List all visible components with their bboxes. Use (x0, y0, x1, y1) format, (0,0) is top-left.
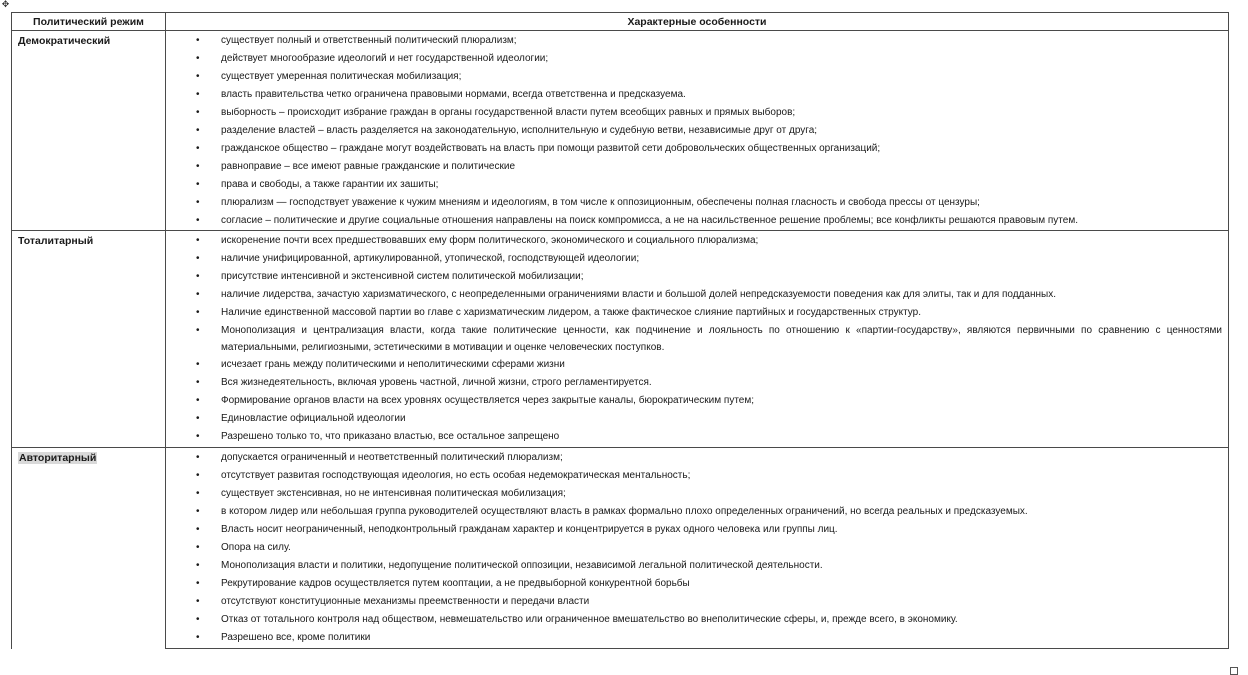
regime-cell (12, 448, 166, 649)
feature-text: искоренение почти всех предшествовавших ему форм политического, экономического и социального плюрализма; (221, 235, 759, 246)
bullet-icon: • (196, 143, 200, 154)
feature-text: Наличие единственной массовой партии во главе с харизматическим лидером, а также фактическое слияние партийных и государственных структур. (221, 307, 922, 318)
list-item (166, 304, 1228, 322)
list-item (166, 611, 1228, 629)
feature-text: Вся жизнедеятельность, включая уровень частной, личной жизни, строго регламентируется. (221, 377, 652, 388)
bullet-icon: • (196, 377, 200, 388)
list-item (166, 557, 1228, 575)
list-item (166, 356, 1228, 374)
list-item (166, 268, 1228, 286)
feature-text: разделение властей – власть разделяется на законодательную, исполнительную и судебную ветви, независимые друг от друга; (221, 125, 818, 136)
table-header-row (12, 13, 1229, 31)
list-item (166, 410, 1228, 428)
feature-text: Разрешено все, кроме политики (221, 632, 371, 643)
bullet-icon: • (196, 289, 200, 300)
list-item (166, 467, 1228, 485)
feature-text: наличие унифицированной, артикулированной, утопической, господствующей идеологии; (221, 253, 640, 264)
regime-cell (12, 31, 166, 231)
feature-text: наличие лидерства, зачастую харизматического, с неопределенными ограничениями власти и большой долей непредсказуемости поведения как для элиты, так и для подданных. (221, 289, 1056, 300)
feature-text: равноправие – все имеют равные гражданские и политические (221, 161, 516, 172)
regime-cell (12, 231, 166, 448)
bullet-icon: • (196, 506, 200, 517)
table-row-totalitarian (12, 231, 1229, 448)
feature-text: Власть носит неограниченный, неподконтрольный гражданам характер и концентрируется в руках одного человека или группы лиц. (221, 524, 838, 535)
features-cell (166, 31, 1229, 231)
list-item (166, 286, 1228, 304)
feature-text: выборность – происходит избрание граждан в органы государственной власти путем всеобщих равных и прямых выборов; (221, 107, 796, 118)
feature-text: Отказ от тотального контроля над обществом, невмешательство или ограниченное вмешательство во внеполитические сферы, и, прежде всего, в экономику. (221, 614, 958, 625)
feature-text: Рекрутирование кадров осуществляется путем кооптации, а не предвыборной конкурентной борьбы (221, 578, 690, 589)
feature-text: отсутствуют конституционные механизмы преемственности и передачи власти (221, 596, 590, 607)
feature-text: плюрализм — господствует уважение к чужим мнениям и идеологиям, в том числе к оппозиционным, обеспечены полная гласность и свобода прессы от цензуры; (221, 197, 980, 208)
feature-text: допускается ограниченный и неответственный политический плюрализм; (221, 452, 563, 463)
bullet-icon: • (196, 560, 200, 571)
bullet-icon: • (196, 632, 200, 643)
feature-text: исчезает грань между политическими и неполитическими сферами жизни (221, 359, 565, 370)
feature-text: Единовластие официальной идеологии (221, 413, 406, 424)
feature-text: существует экстенсивная, но не интенсивная политическая мобилизация; (221, 488, 566, 499)
features-cell (166, 231, 1229, 448)
list-item (166, 158, 1228, 176)
bullet-icon: • (196, 413, 200, 424)
bullet-icon: • (196, 542, 200, 553)
bullet-icon: • (196, 161, 200, 172)
list-item (166, 503, 1228, 521)
header-features: Характерные особенности (166, 13, 1229, 31)
feature-text: существует умеренная политическая мобилизация; (221, 71, 462, 82)
list-item (166, 449, 1228, 467)
features-list-democratic (166, 31, 1228, 230)
bullet-icon: • (196, 307, 200, 318)
list-item (166, 250, 1228, 268)
list-item (166, 86, 1228, 104)
feature-text: действует многообразие идеологий и нет государственной идеологии; (221, 53, 549, 64)
bullet-icon: • (196, 235, 200, 246)
table-row-authoritarian (12, 448, 1229, 649)
list-item (166, 32, 1228, 50)
feature-text: Разрешено только то, что приказано властью, все остальное запрещено (221, 431, 560, 442)
list-item (166, 539, 1228, 557)
feature-text: Монополизация власти и политики, недопущение политической оппозиции, независимой легальной политической деятельности. (221, 560, 823, 571)
list-item (166, 575, 1228, 593)
list-item (166, 521, 1228, 539)
features-list-totalitarian (166, 231, 1228, 447)
list-item (166, 50, 1228, 68)
feature-text: права и свободы, а также гарантии их зашиты; (221, 179, 439, 190)
regime-name-democratic: Демократический (18, 35, 111, 47)
list-item (166, 232, 1228, 250)
list-item (166, 322, 1228, 356)
bullet-icon: • (196, 395, 200, 406)
header-regime: Политический режим (12, 13, 166, 31)
feature-text: в котором лидер или небольшая группа руководителей осуществляют власть в рамках формально плохо определенных ограничений, но всегда реальных и предсказуемых. (221, 506, 1028, 517)
feature-text: Опора на силу. (221, 542, 291, 553)
feature-text: согласие – политические и другие социальные отношения направлены на поиск компромисса, а не на насильственное решение проблемы; все конфликты решаются правовым путем. (221, 215, 1078, 226)
political-regimes-table (11, 12, 1229, 649)
list-item (166, 374, 1228, 392)
bullet-icon: • (196, 53, 200, 64)
bullet-icon: • (196, 197, 200, 208)
bullet-icon: • (196, 179, 200, 190)
feature-text: присутствие интенсивной и экстенсивной систем политической мобилизации; (221, 271, 584, 282)
bullet-icon: • (196, 596, 200, 607)
table-move-handle-icon[interactable]: ✥ (1, 0, 10, 9)
feature-text: отсутствует развитая господствующая идеология, но есть особая недемократическая ментальность; (221, 470, 691, 481)
bullet-icon: • (196, 488, 200, 499)
feature-text: Монополизация и централизация власти, когда такие политические ценности, как подчинение и лояльность по отношению к «партии-государству», являются первичными по сравнению с ценностями материальными, религиозными, эстетическими в мотивации и оценке человеческих поступков. (221, 325, 1222, 353)
bullet-icon: • (196, 215, 200, 226)
bullet-icon: • (196, 431, 200, 442)
list-item (166, 485, 1228, 503)
list-item (166, 428, 1228, 446)
bullet-icon: • (196, 524, 200, 535)
bullet-icon: • (196, 35, 200, 46)
bullet-icon: • (196, 614, 200, 625)
bullet-icon: • (196, 71, 200, 82)
bullet-icon: • (196, 325, 200, 336)
list-item (166, 104, 1228, 122)
list-item (166, 176, 1228, 194)
bullet-icon: • (196, 253, 200, 264)
highlighted-regime-label: Авторитарный (19, 452, 97, 464)
regime-name-authoritarian (12, 448, 165, 464)
bullet-icon: • (196, 578, 200, 589)
list-item (166, 122, 1228, 140)
list-item (166, 392, 1228, 410)
features-list-authoritarian (166, 448, 1228, 648)
bullet-icon: • (196, 271, 200, 282)
list-item (166, 68, 1228, 86)
bullet-icon: • (196, 107, 200, 118)
bullet-icon: • (196, 125, 200, 136)
regime-name-totalitarian: Тоталитарный (18, 235, 94, 247)
list-item (166, 593, 1228, 611)
list-item (166, 212, 1228, 229)
bullet-icon: • (196, 470, 200, 481)
list-item (166, 629, 1228, 647)
feature-text: Формирование органов власти на всех уровнях осуществляется через закрытые каналы, бюрократическим путем; (221, 395, 755, 406)
list-item (166, 194, 1228, 212)
table-row-democratic (12, 31, 1229, 231)
bullet-icon: • (196, 89, 200, 100)
list-item (166, 140, 1228, 158)
feature-text: существует полный и ответственный политический плюрализм; (221, 35, 517, 46)
bullet-icon: • (196, 359, 200, 370)
feature-text: власть правительства четко ограничена правовыми нормами, всегда ответственна и предсказуема. (221, 89, 686, 100)
bullet-icon: • (196, 452, 200, 463)
features-cell (166, 448, 1229, 649)
feature-text: гражданское общество – граждане могут воздействовать на власть при помощи развитой сети добровольческих общественных организаций; (221, 143, 881, 154)
